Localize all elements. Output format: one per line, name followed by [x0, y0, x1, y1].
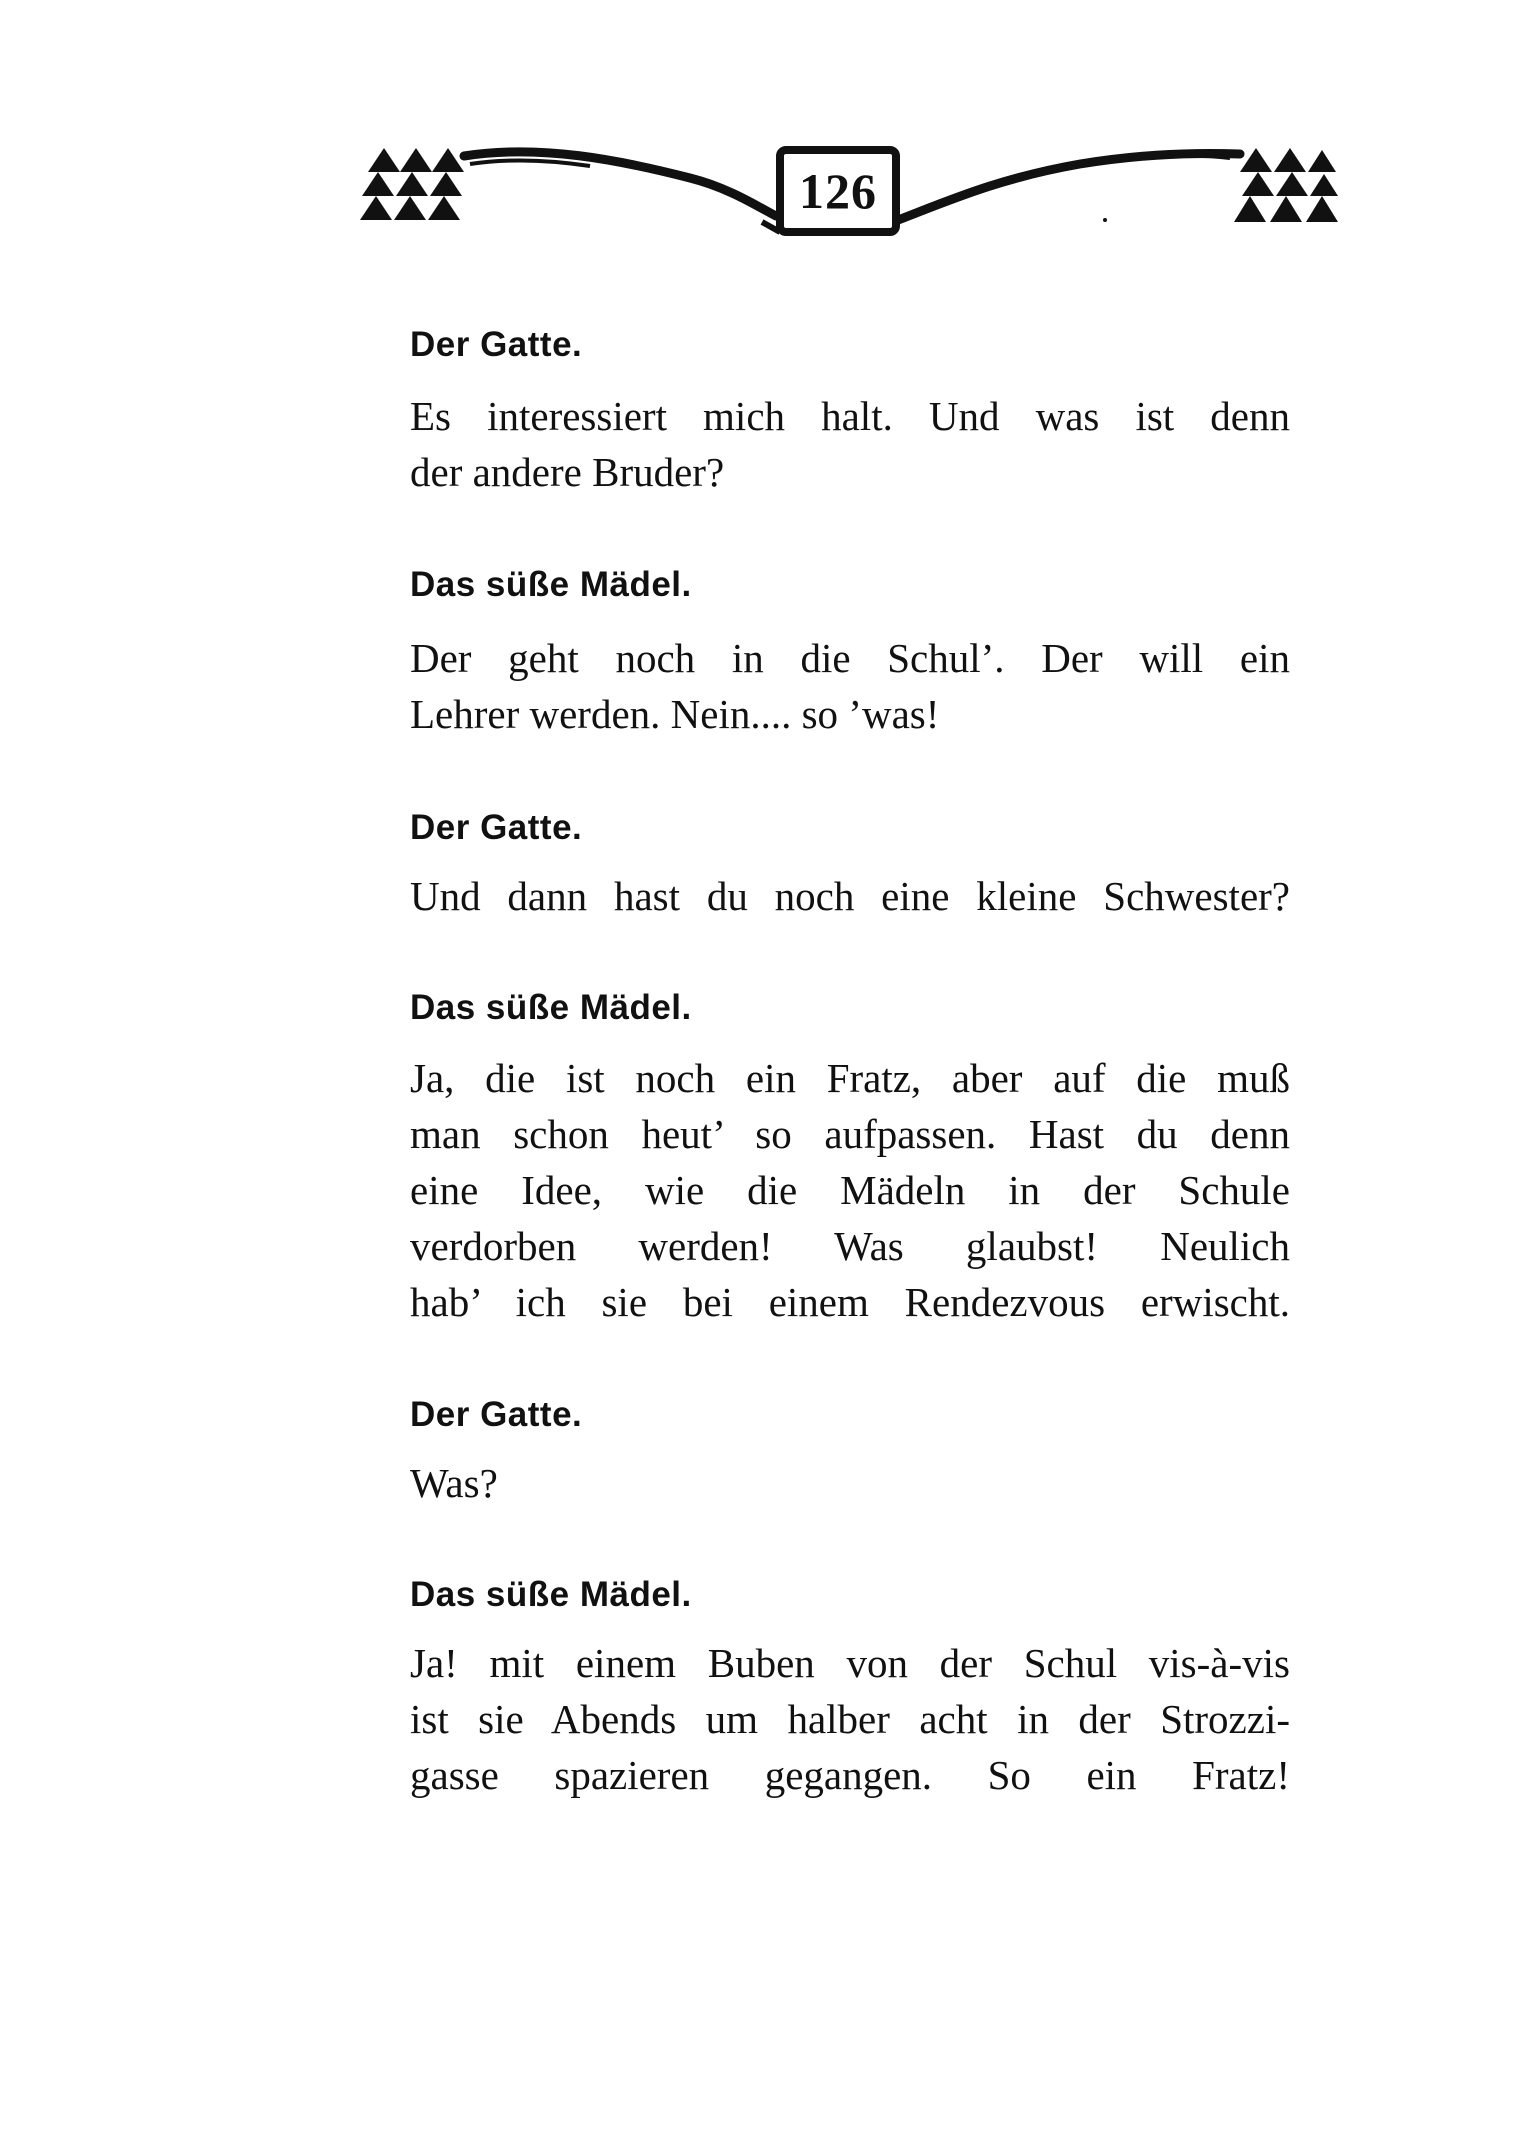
speech-line: Was? — [410, 1460, 498, 1506]
speech-line: Ja, die ist noch ein Fratz, aber auf die muß — [410, 1055, 1290, 1101]
speech-block — [410, 1395, 1290, 1435]
speech-text — [410, 1050, 1290, 1330]
speech-block — [410, 1575, 1290, 1615]
speech-line: hab’ ich sie bei einem Rendezvous erwischt. — [410, 1279, 1290, 1325]
speech-block — [410, 325, 1290, 365]
speech-text — [410, 1455, 1290, 1511]
speaker-name: Der Gatte. — [410, 1395, 583, 1434]
speech-line: Der geht noch in die Schul’. Der will ein — [410, 635, 1290, 681]
speech-line: Es interessiert mich halt. Und was ist denn — [410, 393, 1290, 439]
speech-line: der andere Bruder? — [410, 449, 725, 495]
left-tree-cluster-icon — [360, 148, 464, 220]
speech-block — [410, 808, 1290, 848]
speech-text — [410, 1635, 1290, 1803]
speech-text — [410, 388, 1290, 500]
speech-line: Ja! mit einem Buben von der Schul vis-à-vis — [410, 1640, 1290, 1686]
speech-line: gasse spazieren gegangen. So ein Fratz! — [410, 1752, 1290, 1798]
speech-line: verdorben werden! Was glaubst! Neulich — [410, 1223, 1290, 1269]
right-tree-cluster-icon — [1234, 148, 1338, 222]
page-header-ornament — [360, 130, 1340, 260]
speaker-name: Der Gatte. — [410, 325, 583, 364]
page-number-frame — [778, 148, 898, 234]
speech-text — [410, 630, 1290, 742]
speech-line: man schon heut’ so aufpassen. Hast du denn — [410, 1111, 1290, 1157]
speech-line: ist sie Abends um halber acht in der Strozzi- — [410, 1696, 1290, 1742]
speaker-name: Der Gatte. — [410, 808, 583, 847]
speech-block — [410, 565, 1290, 605]
speech-line: eine Idee, wie die Mädeln in der Schule — [410, 1167, 1290, 1213]
speech-text — [410, 868, 1290, 924]
speaker-name: Das süße Mädel. — [410, 988, 692, 1027]
speech-line: Und dann hast du noch eine kleine Schwester? — [410, 873, 1290, 919]
speaker-name: Das süße Mädel. — [410, 565, 692, 604]
page-number: 126 — [799, 163, 877, 219]
speech-block — [410, 988, 1290, 1028]
speaker-name: Das süße Mädel. — [410, 1575, 692, 1614]
speech-line: Lehrer werden. Nein.... so ’was! — [410, 691, 940, 737]
